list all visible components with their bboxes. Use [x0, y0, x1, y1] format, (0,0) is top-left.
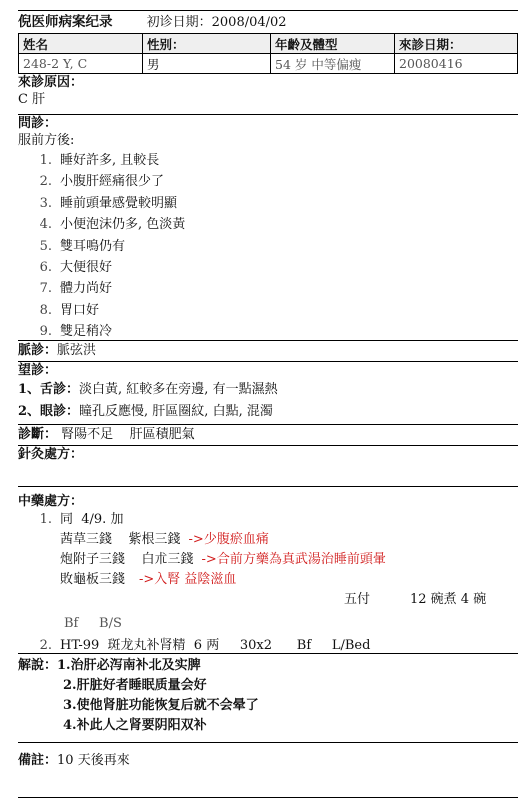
reason-value: C 肝 — [18, 92, 46, 107]
herb-line — [18, 530, 518, 550]
diagnosis-value: 腎陽不足 肝區積肥氣 — [57, 427, 195, 442]
list-item — [18, 300, 518, 321]
herb-names: 茜草三錢 紫根三錢 — [60, 532, 181, 547]
eye-value: 瞳孔反應慢, 肝區圈紋, 白點, 混濁 — [79, 404, 273, 419]
herb-note: ->合前方藥為真武湯治睡前頭暈 — [201, 552, 386, 567]
herbal-label: 中藥處方： — [18, 494, 84, 509]
list-item — [18, 236, 518, 257]
pulse-section — [18, 341, 518, 362]
item-text: 小腹肝經痛很少了 — [60, 174, 165, 190]
item-text: 雙足稍冷 — [60, 324, 113, 340]
list-item — [18, 214, 518, 235]
item-number: 7. — [39, 281, 52, 297]
patient-info-table — [18, 33, 518, 74]
tongue-row — [18, 379, 518, 401]
tongue-value: 淡白黃, 紅較多在旁邊, 有一點濕熱 — [79, 382, 278, 397]
age-header: 年齡及體型 — [271, 34, 395, 54]
explanation-row — [18, 656, 518, 676]
inquiry-section — [18, 115, 518, 341]
sex-header: 性别： — [143, 34, 271, 54]
item-text: 睡好許多, 且較長 — [60, 153, 160, 168]
age-value: 54 岁 中等偏瘦 — [271, 54, 395, 74]
item-text: 體力尚好 — [60, 281, 113, 297]
list-item — [18, 171, 518, 192]
remark-section — [18, 743, 518, 798]
item-number: 4. — [39, 217, 52, 233]
first-visit-date: 初诊日期：2008/04/02 — [146, 15, 287, 30]
list-item — [18, 150, 518, 171]
record-header — [18, 10, 518, 33]
name-value: 248-2 Y, C — [19, 54, 143, 74]
eye-label: 2、眼診： — [18, 404, 80, 419]
herb-names: 敗龜板三錢 — [60, 572, 126, 587]
inquiry-intro: 服前方後: — [18, 133, 75, 148]
case-record — [18, 10, 518, 798]
item-text: 大便很好 — [60, 259, 113, 275]
herb-line — [18, 570, 518, 590]
inquiry-list — [18, 150, 518, 343]
herbal-item-2 — [18, 636, 518, 656]
item-number: 2. — [39, 174, 52, 190]
item-number: 3. — [39, 195, 52, 211]
visit-date-header: 來診日期： — [395, 34, 518, 54]
item-text: 睡前頭暈感覺較明顯 — [60, 195, 178, 211]
herbal-item-1 — [18, 510, 518, 530]
item-text: 小便泡沫仍多, 色淡黃 — [60, 217, 186, 233]
item-number: 5. — [39, 238, 52, 254]
item-number: 1. — [39, 153, 52, 168]
explanation-item: 3.使他肾脏功能恢复后就不会晕了 — [63, 698, 259, 713]
reason-section — [18, 74, 518, 115]
item-text: 胃口好 — [60, 302, 100, 318]
item-text: 雙耳鳴仍有 — [60, 238, 126, 254]
sex-value: 男 — [143, 54, 271, 74]
herbal-section — [18, 487, 518, 654]
explanation-item: 2.肝脏好者睡眠质量会好 — [63, 678, 207, 693]
item-number: 1. — [39, 512, 52, 527]
herbal-item-1-head: 同 4/9. 加 — [60, 512, 124, 527]
visit-date-value: 20080416 — [395, 54, 518, 74]
pulse-label: 脈診： — [18, 343, 58, 358]
explanation-item: 4.补此人之肾要阴阳双补 — [63, 718, 207, 733]
item-number: 2. — [39, 638, 52, 653]
explanation-section — [18, 654, 518, 743]
herb-note: ->少腹瘀血痛 — [188, 532, 269, 547]
pulse-value: 脈弦洪 — [57, 343, 97, 358]
record-title: 倪医师病案纪录 — [18, 14, 113, 30]
cooking-instruction: 12 碗煮 4 碗 — [410, 592, 487, 607]
list-item — [18, 278, 518, 299]
eye-row — [18, 401, 518, 423]
herb-names: 炮附子三錢 白朮三錢 — [60, 552, 194, 567]
herbal-item-2-text: HT-99 斑龙丸补肾精 6 两 30x2 Bf L/Bed — [60, 638, 371, 653]
dosage-row — [18, 590, 518, 610]
list-item — [18, 321, 518, 342]
observation-label: 望診： — [18, 363, 58, 378]
list-item — [18, 257, 518, 278]
item-number: 8. — [39, 302, 52, 318]
inquiry-label: 問診： — [18, 116, 58, 131]
diagnosis-label: 診斷： — [18, 427, 58, 442]
item-number: 6. — [39, 259, 52, 275]
list-item — [18, 193, 518, 214]
item-number: 9. — [39, 324, 52, 340]
acupuncture-section — [18, 446, 518, 487]
remark-label: 備註： — [18, 753, 58, 768]
explanation-item: 1.治肝必泻南补北及实脾 — [57, 658, 201, 673]
reason-label: 來診原因： — [18, 75, 84, 90]
name-header: 姓名 — [19, 34, 143, 54]
dosage-count: 五付 — [344, 592, 371, 607]
timing-row: Bf B/S — [64, 616, 122, 631]
acupuncture-label: 針灸處方： — [18, 447, 84, 462]
explanation-label: 解說： — [18, 658, 58, 673]
remark-value: 10 天後再來 — [57, 753, 130, 768]
tongue-label: 1、舌診： — [18, 382, 80, 397]
diagnosis-section — [18, 425, 518, 446]
herb-line — [18, 550, 518, 570]
herb-note: ->入腎 益陰滋血 — [139, 572, 237, 587]
observation-section — [18, 362, 518, 425]
